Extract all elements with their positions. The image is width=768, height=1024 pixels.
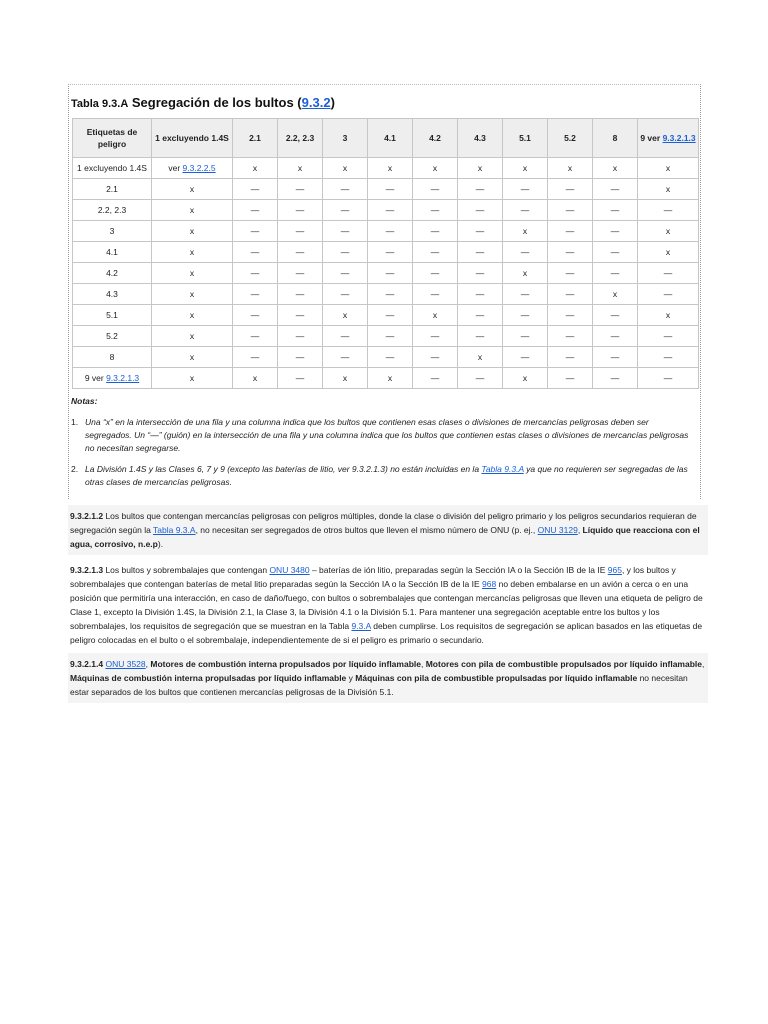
paragraph-bold: Máquinas con pila de combustible propulsadas por líquido inflamable — [355, 673, 638, 683]
table-cell: — — [233, 263, 278, 284]
paragraph-9-3-2-1-3 — [68, 559, 708, 651]
paragraph-text: , — [577, 525, 583, 535]
table-cell: — — [233, 326, 278, 347]
table-cell: — — [638, 200, 699, 221]
table-panel — [68, 84, 701, 499]
table-cell: — — [233, 305, 278, 326]
table-row — [73, 221, 699, 242]
paragraph-ref: 9.3.2.1.4 — [70, 659, 104, 669]
note-item — [71, 463, 695, 489]
table-cell: x — [233, 368, 278, 389]
header-label: peligro — [97, 139, 127, 149]
header-cell: 4.2 — [413, 119, 458, 158]
table-cell: x — [368, 158, 413, 179]
table-cell: x — [413, 158, 458, 179]
table-cell: x — [593, 284, 638, 305]
table-cell: x — [548, 158, 593, 179]
table-cell: — — [278, 242, 323, 263]
paragraph-text: , y los bultos y sobrembalajes que contengan baterías de metal litio preparadas según la Sección IA o la Sección IB de la IE — [70, 565, 676, 589]
table-cell: — — [323, 200, 368, 221]
note-text: Una “x” en la intersección de una fila y una columna indica que los bultos que contienen esas clases o divisiones de mercancías peligrosas deben ser segregados. Un “—” (guión) en la intersección de una fila y una columna indica que los bultos que contienen estas clases o divisiones de mercancías peligrosas no necesitan segregarse. — [85, 417, 689, 453]
table-cell — [152, 158, 233, 179]
table-cell: x — [152, 200, 233, 221]
table-cell: — — [638, 326, 699, 347]
header-cell: 5.2 — [548, 119, 593, 158]
table-cell: x — [503, 368, 548, 389]
table-cell: — — [368, 242, 413, 263]
table-cell: — — [233, 347, 278, 368]
table-cell: — — [413, 368, 458, 389]
table-cell: x — [638, 179, 699, 200]
table-cell: — — [413, 221, 458, 242]
row-header: 4.1 — [73, 242, 152, 263]
table-cell: x — [233, 158, 278, 179]
table-link[interactable]: Tabla 9.3.A — [153, 525, 196, 535]
table-cell: — — [368, 347, 413, 368]
table-cell: — — [548, 326, 593, 347]
un-number-link[interactable]: ONU 3480 — [269, 565, 310, 575]
table-cell: — — [233, 221, 278, 242]
table-cell: — — [323, 347, 368, 368]
table-cell: x — [152, 284, 233, 305]
header-cell: 1 excluyendo 1.4S — [152, 119, 233, 158]
table-cell: — — [458, 263, 503, 284]
row-header: 8 — [73, 347, 152, 368]
row-header — [73, 368, 152, 389]
table-cell: — — [548, 368, 593, 389]
paragraph-text: no necesitan estar separados de los bultos que contienen mercancías peligrosas de la División 5.1. — [70, 673, 688, 697]
table-cell: x — [503, 221, 548, 242]
paragraph-text: y — [346, 673, 356, 683]
table-cell: — — [503, 326, 548, 347]
table-cell: — — [413, 326, 458, 347]
row-header-label: 9 ver — [84, 373, 107, 383]
table-cell: — — [548, 284, 593, 305]
row-header: 3 — [73, 221, 152, 242]
table-cell: — — [593, 305, 638, 326]
table-cell: — — [278, 326, 323, 347]
table-cell: — — [638, 368, 699, 389]
table-title-prefix: Tabla 9.3.A — [71, 98, 129, 110]
row-header: 4.3 — [73, 284, 152, 305]
paragraph-text: no deben embalarse en un avión a cerca o en una posición que permitiría una interacción, en caso de daño/fuego, con bultos o sobrembalajes que contengan mercancías peligrosas que lleven una etiqueta de peligro de Clase 1, excepto la División 1.4S, la División 2.1, la Clase 3, la División 4.1 o la División 5.1. Para mantener una segregación aceptable entre los bultos y los sobrembalajes, los requisitos de segregación que se muestran en la Tabla — [70, 579, 703, 631]
header-cell: 2.2, 2.3 — [278, 119, 323, 158]
table-cell: x — [278, 158, 323, 179]
table-cell: — — [413, 179, 458, 200]
table-cell: — — [638, 347, 699, 368]
table-cell: x — [593, 158, 638, 179]
notes — [71, 389, 697, 499]
table-cell: — — [368, 305, 413, 326]
paragraph-bold: Motores de combustión interna propulsados por líquido inflamable — [150, 659, 421, 669]
row-header: 4.2 — [73, 263, 152, 284]
table-cell: x — [323, 305, 368, 326]
section-link[interactable]: 9.3.2.2.5 — [182, 163, 216, 173]
row-header: 1 excluyendo 1.4S — [73, 158, 152, 179]
instruction-link[interactable]: 965 — [607, 565, 622, 575]
paragraph-text: ). — [157, 539, 164, 549]
table-cell: x — [152, 305, 233, 326]
table-cell: x — [413, 305, 458, 326]
table-cell: x — [152, 179, 233, 200]
table-cell: — — [368, 179, 413, 200]
table-cell: — — [503, 242, 548, 263]
table-row — [73, 347, 699, 368]
table-cell: — — [278, 221, 323, 242]
table-row — [73, 263, 699, 284]
table-cell: x — [368, 368, 413, 389]
table-cell: — — [548, 221, 593, 242]
paragraph-text: Los bultos y sobrembalajes que contengan — [103, 565, 270, 575]
table-row — [73, 368, 699, 389]
un-number-link[interactable]: ONU 3129 — [537, 525, 578, 535]
table-cell: — — [593, 179, 638, 200]
table-cell: x — [152, 221, 233, 242]
note-number: 2. — [71, 464, 79, 474]
table-cell: — — [368, 326, 413, 347]
notes-label: Notas: — [71, 396, 98, 406]
table-cell: — — [278, 284, 323, 305]
table-row — [73, 158, 699, 179]
table-cell: — — [638, 263, 699, 284]
table-cell: — — [278, 305, 323, 326]
paragraph-ref: 9.3.2.1.3 — [70, 565, 104, 575]
paragraph-text: , no necesitan ser segregados de otros bultos que lleven el mismo número de ONU (p. ej., — [195, 525, 538, 535]
note-number: 1. — [71, 417, 79, 427]
header-label: 9 ver — [640, 133, 663, 143]
table-row — [73, 179, 699, 200]
table-cell: — — [593, 326, 638, 347]
table-cell: x — [638, 305, 699, 326]
table-cell: — — [233, 200, 278, 221]
paragraph-bold: Líquido que reacciona con el agua, corrosivo, n.e.p — [70, 525, 700, 549]
table-cell: — — [503, 305, 548, 326]
table-cell: — — [413, 200, 458, 221]
table-cell: — — [323, 242, 368, 263]
table-cell: — — [233, 179, 278, 200]
table-cell: x — [152, 347, 233, 368]
table-cell: — — [458, 179, 503, 200]
header-cell: 4.1 — [368, 119, 413, 158]
table-cell: — — [368, 200, 413, 221]
paragraph-bold: Motores con pila de combustible propulsados por líquido inflamable — [425, 659, 702, 669]
table-cell: — — [413, 347, 458, 368]
note-text — [85, 463, 695, 489]
table-cell: — — [413, 242, 458, 263]
segregation-table — [72, 118, 699, 389]
table-title-suffix: ) — [330, 95, 335, 110]
paragraph-text: , — [145, 659, 151, 669]
header-cell — [73, 119, 152, 158]
paragraph-9-3-2-1-2 — [68, 505, 708, 555]
table-cell: — — [548, 200, 593, 221]
table-cell: x — [638, 158, 699, 179]
table-cell: — — [323, 263, 368, 284]
document — [68, 84, 705, 703]
table-cell: x — [323, 368, 368, 389]
table-cell: x — [458, 158, 503, 179]
table-cell: x — [152, 326, 233, 347]
table-cell: — — [593, 221, 638, 242]
table-cell: — — [638, 284, 699, 305]
paragraph-9-3-2-1-4 — [68, 653, 708, 703]
table-cell: — — [278, 200, 323, 221]
header-cell — [638, 119, 699, 158]
table-cell: — — [548, 305, 593, 326]
paragraph-text: , — [702, 659, 705, 669]
table-cell: — — [593, 200, 638, 221]
row-header: 5.2 — [73, 326, 152, 347]
table-title-main: Segregación de los bultos ( — [128, 95, 302, 110]
table-cell: x — [638, 221, 699, 242]
un-number-link[interactable]: ONU 3528 — [105, 659, 146, 669]
note-text-part: La División 1.4S y las Clases 6, 7 y 9 (excepto las baterías de litio, ver 9.3.2.1.3) no están incluidas en la — [85, 464, 482, 474]
paragraph-text: , — [420, 659, 426, 669]
table-cell: x — [458, 347, 503, 368]
table-cell: — — [368, 263, 413, 284]
table-cell: — — [278, 263, 323, 284]
table-cell: — — [503, 347, 548, 368]
table-cell: — — [278, 347, 323, 368]
table-cell: — — [278, 179, 323, 200]
table-cell: — — [548, 242, 593, 263]
paragraph-text: Los bultos que contengan mercancías peligrosas con peligros múltiples, donde la clase o división del peligro primario y los peligros secundarios requieran de segregación según la — [70, 511, 697, 535]
table-cell: — — [413, 284, 458, 305]
table-cell: — — [503, 200, 548, 221]
table-cell: x — [638, 242, 699, 263]
note-text-part: ya que no requieren ser segregadas de las otras clases de mercancías peligrosas. — [85, 464, 688, 487]
table-cell: — — [548, 347, 593, 368]
row-header: 5.1 — [73, 305, 152, 326]
table-cell: — — [413, 263, 458, 284]
paragraph-bold: Máquinas de combustión interna propulsadas por líquido inflamable — [70, 673, 347, 683]
table-cell: — — [233, 284, 278, 305]
table-cell: x — [503, 263, 548, 284]
table-cell: — — [593, 347, 638, 368]
table-cell: — — [503, 179, 548, 200]
table-cell: — — [323, 179, 368, 200]
note-item — [71, 416, 695, 455]
header-cell: 4.3 — [458, 119, 503, 158]
paragraph-text: – baterías de ión litio, preparadas según la Sección IA o la Sección IB de la IE — [309, 565, 608, 575]
table-cell: — — [368, 221, 413, 242]
table-cell: — — [593, 263, 638, 284]
table-header-row — [73, 119, 699, 158]
table-title — [71, 95, 697, 110]
row-header: 2.1 — [73, 179, 152, 200]
table-row — [73, 326, 699, 347]
table-cell: — — [368, 284, 413, 305]
table-cell: — — [458, 305, 503, 326]
section-link[interactable]: 9.3.2.1.3 — [662, 133, 696, 143]
table-cell: — — [593, 368, 638, 389]
table-cell: — — [458, 242, 503, 263]
table-cell: — — [458, 284, 503, 305]
table-cell: — — [323, 326, 368, 347]
instruction-link[interactable]: 968 — [482, 579, 497, 589]
table-cell: x — [323, 158, 368, 179]
table-cell: — — [233, 242, 278, 263]
table-row — [73, 200, 699, 221]
cell-text: ver — [168, 163, 183, 173]
paragraph-text: deben cumplirse. Los requisitos de segregación se aplican basados en las etiquetas de peligro colocadas en el bulto o el sobrembalaje, independientemente de si el peligro es primario o secundario. — [70, 621, 703, 645]
table-cell: — — [593, 242, 638, 263]
table-cell: — — [458, 368, 503, 389]
paragraph-ref: 9.3.2.1.2 — [70, 511, 104, 521]
section-link[interactable]: 9.3.2 — [301, 95, 331, 110]
table-cell: — — [548, 263, 593, 284]
table-link[interactable]: 9.3.A — [351, 621, 371, 631]
table-cell: — — [323, 221, 368, 242]
row-header: 2.2, 2.3 — [73, 200, 152, 221]
table-cell: x — [152, 368, 233, 389]
table-cell: — — [458, 326, 503, 347]
section-link[interactable]: 9.3.2.1.3 — [106, 373, 140, 383]
table-cell: — — [503, 284, 548, 305]
table-cell: — — [278, 368, 323, 389]
table-cell: x — [152, 242, 233, 263]
table-cell: — — [548, 179, 593, 200]
table-row — [73, 242, 699, 263]
table-row — [73, 284, 699, 305]
header-cell: 8 — [593, 119, 638, 158]
table-cell: — — [458, 200, 503, 221]
table-cell: — — [458, 221, 503, 242]
header-cell: 3 — [323, 119, 368, 158]
header-cell: 5.1 — [503, 119, 548, 158]
header-cell: 2.1 — [233, 119, 278, 158]
table-cell: — — [323, 284, 368, 305]
table-link[interactable]: Tabla 9.3.A — [481, 464, 524, 474]
table-cell: x — [152, 263, 233, 284]
table-row — [73, 305, 699, 326]
header-label: Etiquetas de — [86, 127, 138, 137]
table-cell: x — [503, 158, 548, 179]
